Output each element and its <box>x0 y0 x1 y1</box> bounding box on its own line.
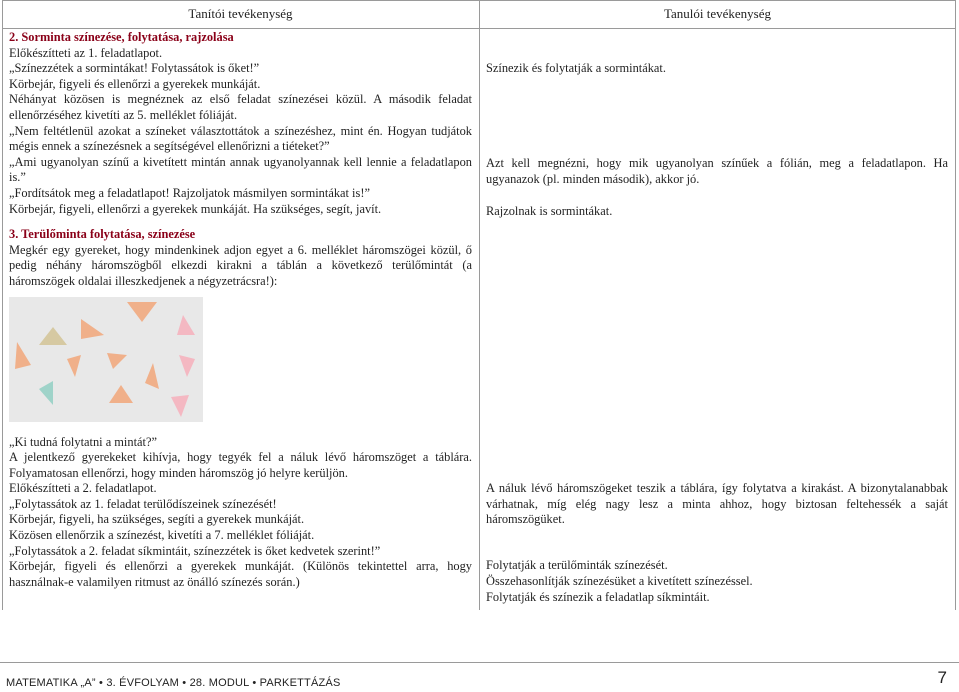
text-paragraph: Körbejár, figyeli és ellenőrzi a gyerekek munkáját. (Különös tekintettel arra, hogy használnak-e valamilyen ritmust az önálló színezés során.) <box>9 559 472 589</box>
header-divider <box>2 28 956 29</box>
text-line: Előkészítteti az 1. feladatlapot. <box>9 45 163 60</box>
table-top-border <box>2 0 956 1</box>
table-column-divider <box>479 0 480 610</box>
text-paragraph: Néhányat közösen is megnéznek az első feladat színezései közül. A második feladat ellenőrzéséhez kivetíti az 5. melléklet fóliáját. <box>9 92 472 122</box>
student-activity-r1: Színezik és folytatják a sormintákat. <box>486 61 666 75</box>
student-activity-r4: A náluk lévő háromszögeket teszik a táblára, így folytatva a kirakást. A bizonytalanabbak várhatnak, míg elég nagy lesz a minta ahhoz, hogy biztosan feltehessék a saját háromszögüket. <box>486 481 948 527</box>
text-line: „Ki tudná folytatni a mintát?” <box>9 434 157 449</box>
text-line: „Fordítsátok meg a feladatlapot! Rajzoljatok másmilyen sormintákat is!” <box>9 185 370 200</box>
page-footer: MATEMATIKA „A” • 3. ÉVFOLYAM • 28. MODUL • PARKETTÁZÁS <box>6 677 341 689</box>
student-activity-r7: Folytatják és színezik a feladatlap síkmintáit. <box>486 590 710 604</box>
text-paragraph: A jelentkező gyerekeket kihívja, hogy tegyék fel a náluk lévő háromszöget a táblára. Folyamatosan ellenőrzi, hogy minden háromszög jó helyre kerüljön. <box>9 450 472 480</box>
student-activity-r6: Összehasonlítják színezésüket a kivetített színezéssel. <box>486 574 753 588</box>
page-number: 7 <box>937 668 947 687</box>
text-line: Körbejár, figyeli, ellenőrzi a gyerekek munkáját. Ha szükséges, segít, javít. <box>9 201 382 216</box>
student-activity-r2: Azt kell megnézni, hogy mik ugyanolyan színűek a fólián, meg a feladatlapon. Ha ugyanazok (pl. minden második), akkor jó. <box>486 156 948 186</box>
text-line: „Színezzétek a sormintákat! Folytassátok is őket!” <box>9 61 260 76</box>
section-2-title: 2. Sorminta színezése, folytatása, rajzolása <box>9 30 234 44</box>
header-student: Tanulói tevékenység <box>663 6 772 21</box>
section-3-title: 3. Terülőminta folytatása, színezése <box>9 227 196 242</box>
footer-rule <box>0 662 959 663</box>
text-line: „Folytassátok a 2. feladat síkmintáit, színezzétek is őket kedvetek szerint!” <box>9 543 381 558</box>
text-line: Körbejár, figyeli és ellenőrzi a gyerekek munkáját. <box>9 76 261 91</box>
text-paragraph: „Nem feltétlenül azokat a színeket választottátok a színezéshez, mint én. Hogyan tudjátok mégis ennek a színezésnek a segítségével ellenőrizni a tiéteket?” <box>9 123 472 154</box>
triangle-pattern-image <box>9 297 203 422</box>
text-line: „Folytassátok az 1. feladat terülődíszeinek színezését! <box>9 496 277 511</box>
student-activity-r5: Folytatják a terülőminták színezését. <box>486 558 668 572</box>
text-line: Körbejár, figyeli, ha szükséges, segíti a gyerekek munkáját. <box>9 512 305 527</box>
text-line: Közösen ellenőrzik a színezést, kivetíti a 7. melléklet fóliáját. <box>9 528 315 543</box>
text-paragraph: „Ami ugyanolyan színű a kivetített mintán annak ugyanolyannak kell lennie a feladatlapon is.” <box>9 154 472 185</box>
table-right-border <box>955 0 956 610</box>
student-activity-r3: Rajzolnak is sormintákat. <box>486 204 613 218</box>
text-paragraph: Megkér egy gyereket, hogy mindenkinek adjon egyet a 6. melléklet háromszögei közül, ő pedig néhány háromszögből elkezdi kirakni a táblán a következő terülőmintát (a háromszögek oldalai illeszkedjenek a négyzetrácsra!): <box>9 242 472 288</box>
header-teacher: Tanítói tevékenység <box>188 6 293 21</box>
table-left-border <box>2 0 3 610</box>
text-line: Előkészítteti a 2. feladatlapot. <box>9 481 157 496</box>
teacher-activity-cell <box>9 30 472 590</box>
